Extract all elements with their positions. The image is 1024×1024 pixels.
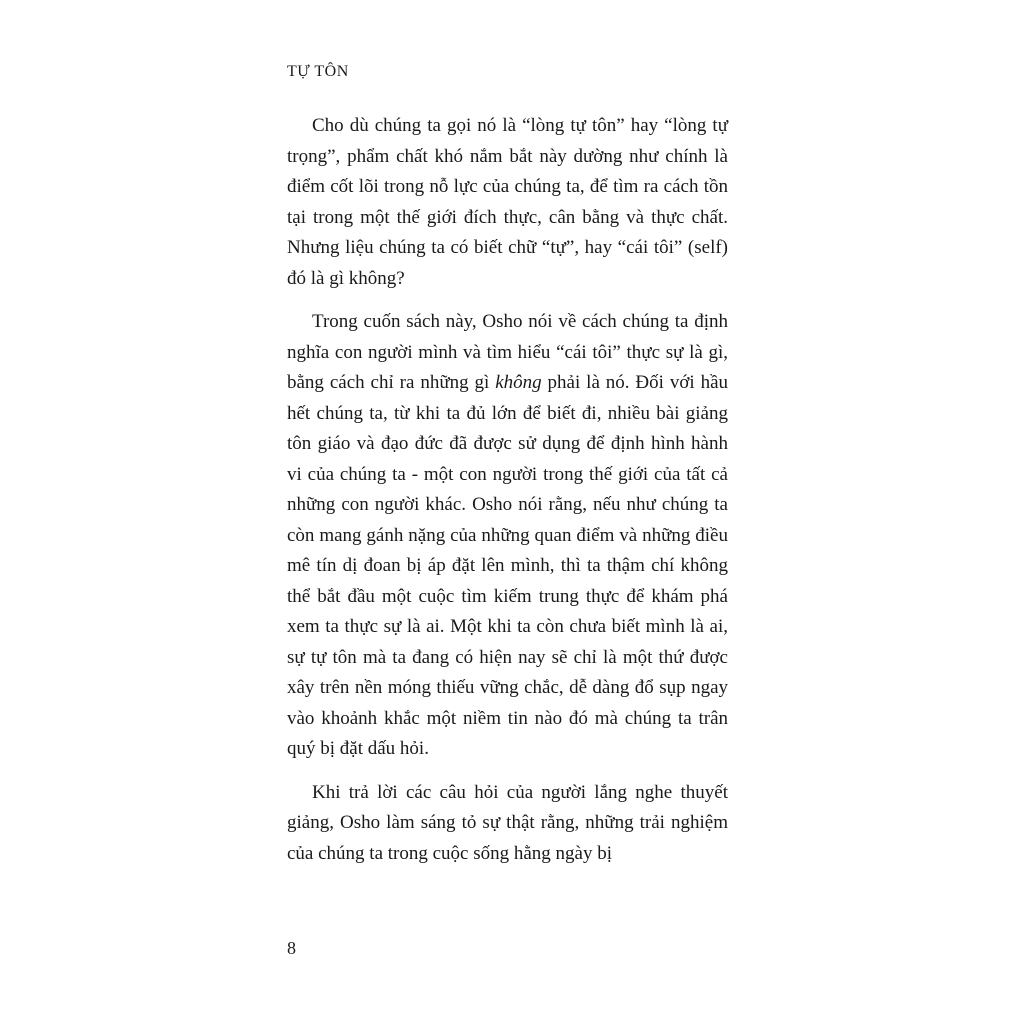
- paragraph-2: [287, 307, 728, 765]
- paragraph-2-before-italic: Trong cuốn sách này, Osho nói về cách chúng ta định nghĩa con người mình và tìm hiểu “cái tôi” thực sự là gì, bằng cách chỉ ra những gì: [287, 311, 728, 393]
- running-head: TỰ TÔN: [287, 63, 349, 80]
- paragraph-1: Cho dù chúng ta gọi nó là “lòng tự tôn” hay “lòng tự trọng”, phẩm chất khó nắm bắt này dường như chính là điểm cốt lõi trong nỗ lực của chúng ta, để tìm ra cách tồn tại trong một thế giới đích thực, cân bằng và thực chất. Nhưng liệu chúng ta có biết chữ “tự”, hay “cái tôi” (self) đó là gì không?: [287, 115, 728, 289]
- page-number: 8: [287, 938, 296, 958]
- paragraph-2-italic: không: [495, 372, 542, 393]
- paragraph-2-after-italic: phải là nó. Đối với hầu hết chúng ta, từ khi ta đủ lớn để biết đi, nhiều bài giảng tôn giáo và đạo đức đã được sử dụng để định hình hành vi của chúng ta - một con người trong thế giới của tất cả những con người khác. Osho nói rằng, nếu như chúng ta còn mang gánh nặng của những quan điểm và những điều mê tín dị đoan bị áp đặt lên mình, thì ta thậm chí không thể bắt đầu một cuộc tìm kiếm trung thực để khám phá xem ta thực sự là ai. Một khi ta còn chưa biết mình là ai, sự tự tôn mà ta đang có hiện nay sẽ chỉ là một thứ được xây trên nền móng thiếu vững chắc, dễ dàng đổ sụp ngay vào khoảnh khắc một niềm tin nào đó mà chúng ta trân quý bị đặt dấu hỏi.: [287, 372, 728, 759]
- paragraph-3: Khi trả lời các câu hỏi của người lắng nghe thuyết giảng, Osho làm sáng tỏ sự thật rằng, những trải nghiệm của chúng ta trong cuộc sống hằng ngày bị: [287, 781, 728, 864]
- body-text: [287, 111, 728, 882]
